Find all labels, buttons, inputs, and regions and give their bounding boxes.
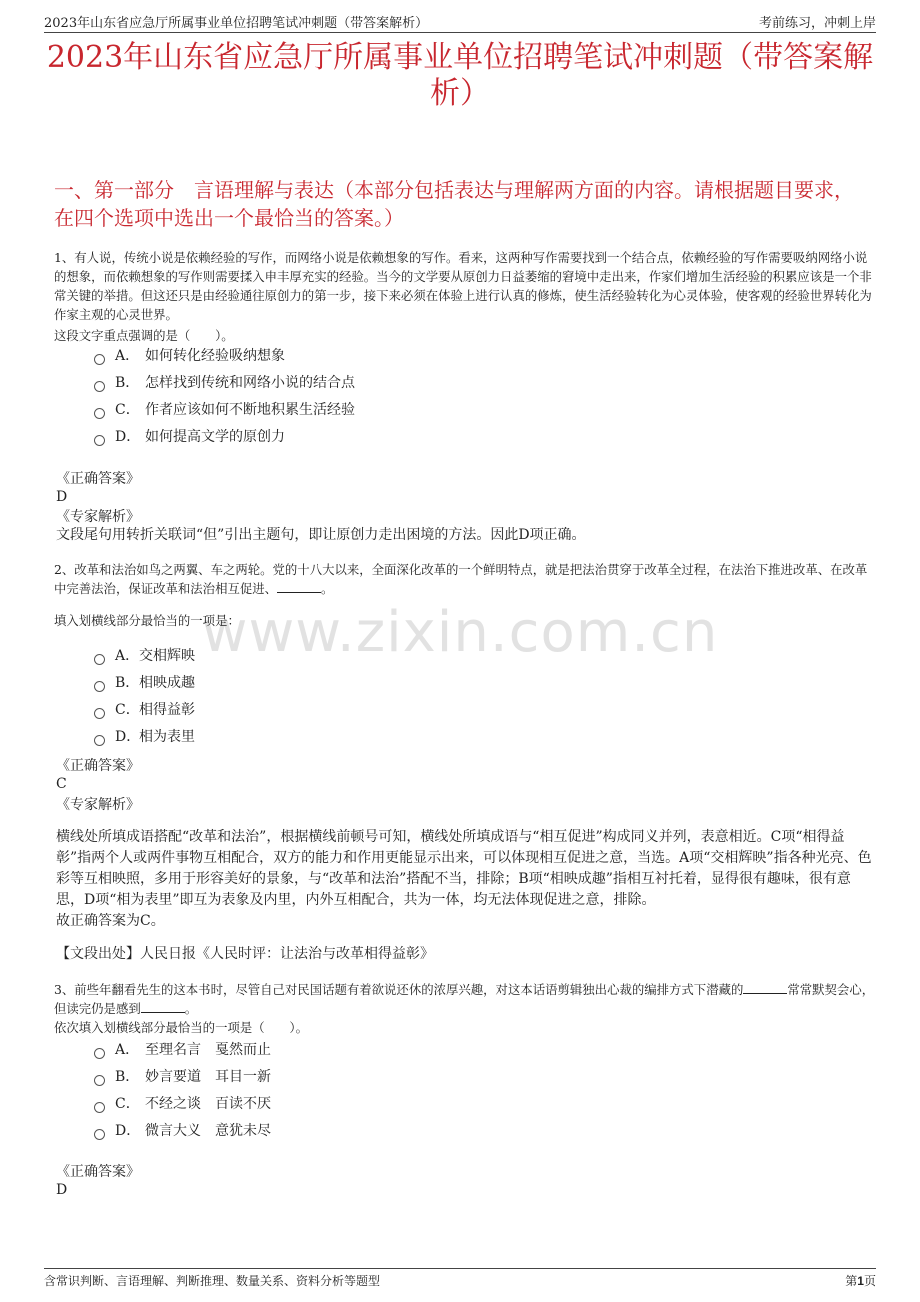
question-1-option-a[interactable]: A． 如何转化经验吸纳想象 [94, 346, 285, 366]
question-2-analysis: 横线处所填成语搭配“改革和法治”，根据横线前顿号可知，横线处所填成语与“相互促进”构成同义并列，表意相近。C项“相得益彰”指两个人或两件事物互相配合，双方的能力和作用更能显示出来，可以体现相互促进之意，当选。A项“交相辉映”指各种光亮、色彩等互相映照，多用于形容美好的景象，与“改革和法治”搭配不当，排除；B项“相映成趣”指相互衬托着，显得很有趣味，很有意思，D项“相为表里”即互为表象及内里，内外互相配合，共为一体，均无法体现促进之意，排除。 [56, 829, 872, 908]
question-1-analysis-label: 《专家解析》 [56, 509, 140, 525]
fill-blank [277, 580, 321, 593]
question-1-option-b[interactable]: B． 怎样找到传统和网络小说的结合点 [94, 373, 355, 393]
radio-icon[interactable] [94, 1129, 105, 1140]
radio-icon[interactable] [94, 708, 105, 719]
radio-icon[interactable] [94, 381, 105, 392]
question-3-option-c[interactable]: C． 不经之谈 百读不厌 [94, 1094, 271, 1114]
question-1-answer-label: 《正确答案》 [56, 471, 140, 487]
question-2-prompt: 填入划横线部分最恰当的一项是： [54, 613, 240, 628]
question-3-prompt: 依次填入划横线部分最恰当的一项是（ ）。 [54, 1020, 309, 1035]
header-divider [44, 32, 876, 33]
radio-icon[interactable] [94, 654, 105, 665]
question-2-answer-label: 《正确答案》 [56, 758, 140, 774]
footer-divider [44, 1268, 876, 1269]
question-2-answer: C [56, 776, 67, 792]
page-number: 第1页 [845, 1274, 876, 1288]
document-title: 2023年山东省应急厅所属事业单位招聘笔试冲刺题（带答案解析） [46, 40, 874, 111]
question-1-option-d[interactable]: D． 如何提高文学的原创力 [94, 427, 285, 447]
question-2-stem: 2、改革和法治如鸟之两翼、车之两轮。党的十八大以来，全面深化改革的一个鲜明特点，就是把法治贯穿于改革全过程，在法治下推进改革、在改革中完善法治，保证改革和法治相互促进、 。 [54, 562, 868, 596]
question-3-stem: 3、前些年翻看先生的这本书时，尽管自己对民国话题有着欲说还休的浓厚兴趣，对这本话语剪辑独出心裁的编排方式下潜藏的 常常默契会心，但读完仍是感到 。 [54, 982, 875, 1016]
radio-icon[interactable] [94, 681, 105, 692]
radio-icon[interactable] [94, 1102, 105, 1113]
fill-blank [141, 1000, 185, 1013]
question-1-option-c[interactable]: C． 作者应该如何不断地积累生活经验 [94, 400, 355, 420]
question-3-option-a[interactable]: A． 至理名言 戛然而止 [94, 1040, 271, 1060]
question-3-answer: D [56, 1182, 68, 1198]
question-3-option-d[interactable]: D． 微言大义 意犹未尽 [94, 1121, 271, 1141]
footer-note: 含常识判断、言语理解、判断推理、数量关系、资料分析等题型 [44, 1274, 381, 1288]
question-2-conclusion: 故正确答案为C。 [56, 913, 165, 929]
question-1-stem: 1、有人说，传统小说是依赖经验的写作，而网络小说是依赖想象的写作。看来，这两种写作需要找到一个结合点，依赖经验的写作需要吸纳网络小说的想象，而依赖想象的写作则需要揉入申丰厚充实的经验。当今的文学要从原创力日益萎缩的窘境中走出来，作家们增加生活经验的积累应该是一个非常关键的举措。但这还只是由经验通往原创力的第一步，接下来必须在体验上进行认真的修炼，使生活经验转化为心灵体验，使客观的经验世界转化为作家主观的心灵世界。 [54, 250, 872, 322]
question-1-answer: D [56, 489, 68, 505]
question-2-analysis-label: 《专家解析》 [56, 797, 140, 813]
radio-icon[interactable] [94, 354, 105, 365]
radio-icon[interactable] [94, 435, 105, 446]
question-3-option-b[interactable]: B． 妙言要道 耳目一新 [94, 1067, 271, 1087]
running-header-title: 2023年山东省应急厅所属事业单位招聘笔试冲刺题（带答案解析） [44, 16, 429, 31]
fill-blank [743, 981, 787, 994]
question-2-source: 【文段出处】人民日报《人民时评：让法治与改革相得益彰》 [56, 946, 434, 962]
question-2-option-a[interactable]: A． 交相辉映 [94, 646, 195, 666]
section-heading: 一、第一部分 言语理解与表达（本部分包括表达与理解两方面的内容。请根据题目要求，在四个选项中选出一个最恰当的答案。） [54, 178, 854, 230]
question-2-option-c[interactable]: C． 相得益彰 [94, 700, 195, 720]
radio-icon[interactable] [94, 735, 105, 746]
running-header-slogan: 考前练习，冲刺上岸 [758, 16, 876, 31]
radio-icon[interactable] [94, 408, 105, 419]
question-3-answer-label: 《正确答案》 [56, 1164, 140, 1180]
question-1-prompt: 这段文字重点强调的是（ ）。 [54, 328, 234, 343]
question-2-option-b[interactable]: B． 相映成趣 [94, 673, 195, 693]
question-2-option-d[interactable]: D． 相为表里 [94, 727, 195, 747]
question-1-analysis: 文段尾句用转折关联词“但”引出主题句，即让原创力走出困境的方法。因此D项正确。 [56, 527, 586, 543]
radio-icon[interactable] [94, 1075, 105, 1086]
watermark: www.zixin.com.cn [201, 600, 719, 665]
radio-icon[interactable] [94, 1048, 105, 1059]
